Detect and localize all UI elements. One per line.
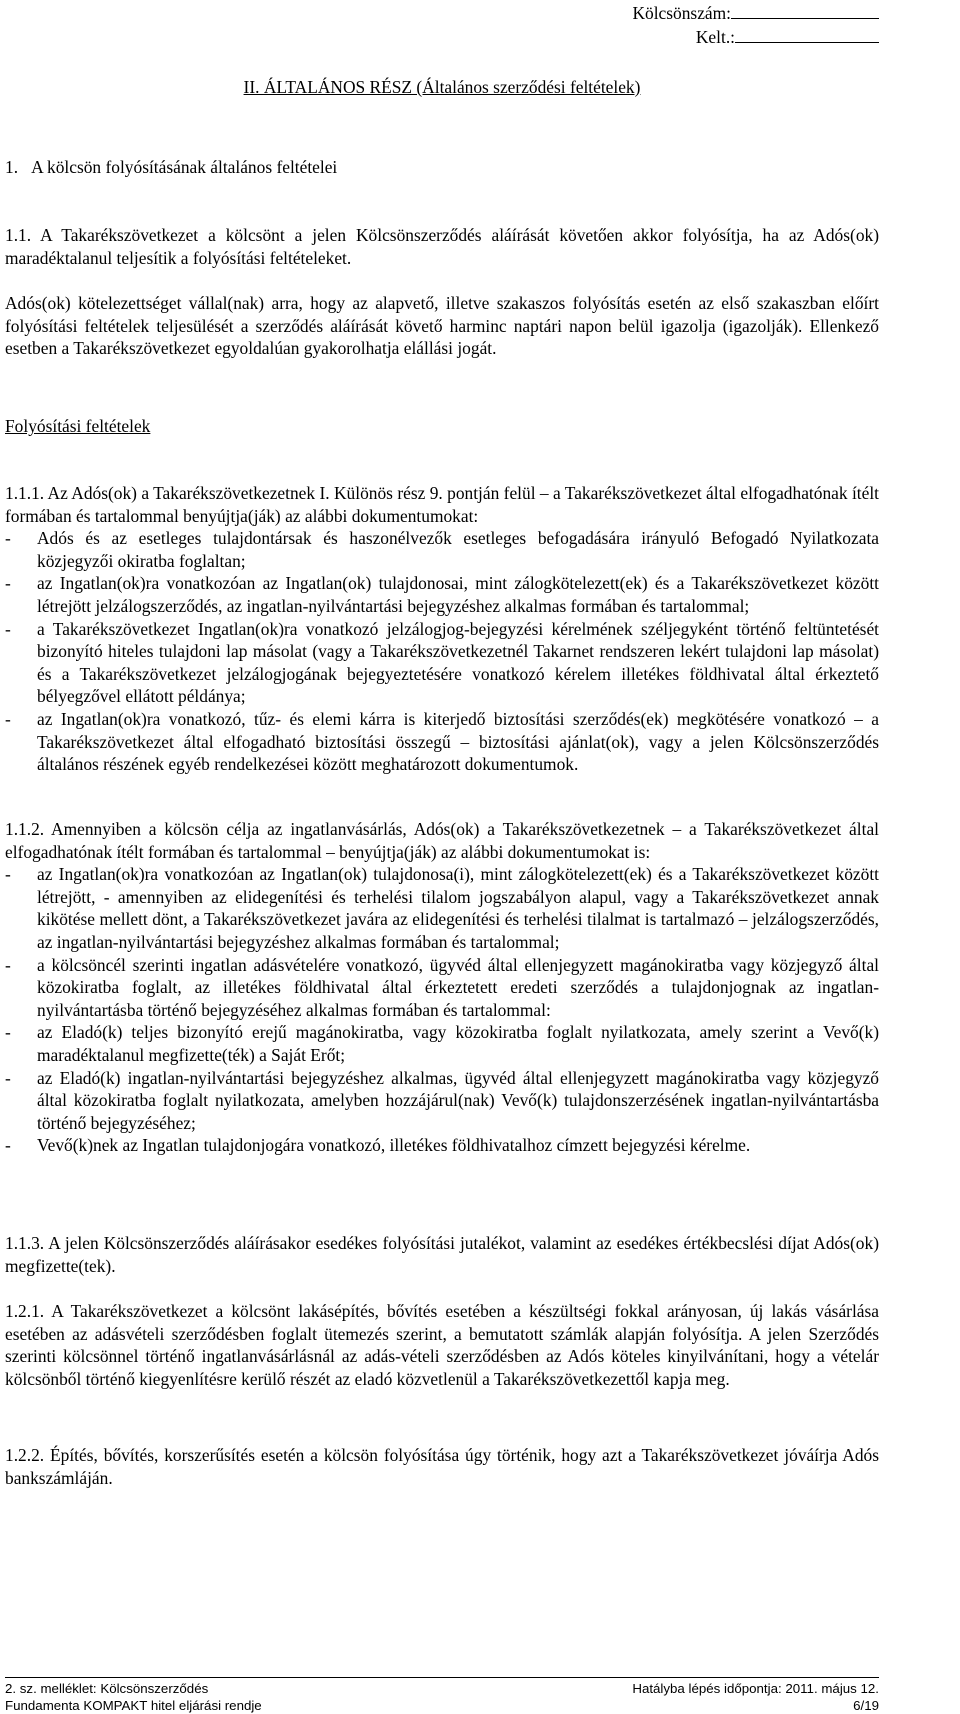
paragraph-1-1-1-intro: 1.1.1. Az Adós(ok) a Takarékszövetkezetnek I. Különös rész 9. pontján felül – a Takarékszövetkezet által elfogadhatónak ítélt formában és tartalommal benyújtja(ják) az alábbi dokumentumokat:: [5, 483, 879, 526]
list-item: - az Ingatlan(ok)ra vonatkozóan az Ingatlan(ok) tulajdonosai, mint zálogkötelezett(ek) és a Takarékszövetkezet között létrejött jelzálogszerződés, az ingatlan-nyilvántartási bejegyzéshez alkalmas formában és tartalommal;: [5, 573, 879, 616]
loan-number-header: [632, 2, 879, 24]
list-item: - a kölcsöncél szerinti ingatlan adásvételére vonatkozó, ügyvéd által ellenjegyzett magánokiratba vagy közjegyző által közokiratba foglalt, az illetékes földhivatal által érkeztetett eredeti szerződés a tulajdonjognak az ingatlan-nyilvántartásba történő bejegyzéséhez alkalmas formában és tartalommal:: [5, 954, 879, 1020]
list-item: - az Eladó(k) ingatlan-nyilvántartási bejegyzéshez alkalmas, ügyvéd által ellenjegyzett magánokiratba vagy közjegyző által közokiratba foglalt nyilatkozata, amelyben hozzájárul(nak) Vevő(k) tulajdonszerzésének ingatlan-nyilvántartásba történő bejegyzéséhez;: [5, 1067, 879, 1133]
paragraph-1-2-1: 1.2.1. A Takarékszövetkezet a kölcsönt lakásépítés, bővítés esetében a készültségi fokkal arányosan, új lakás vásárlása esetében az adásvételi szerződésben foglalt ütemezés szerint, a bemutatott számlák alapján folyósítja. A jelen Szerződés szerinti kölcsönnel történő ingatlanvásárlásnál az adás-vételi szerződésben az Adós köteles kinyilvánítani, hogy a vételár kölcsönből történő kiegyenlítésre kerülő részét az eladó közvetlenül a Takarékszövetkezettől kapja meg.: [5, 1301, 879, 1389]
disbursement-conditions-heading: Folyósítási feltételek: [5, 416, 151, 436]
loan-number-blank: [731, 2, 879, 19]
footer-annex-label: 2. sz. melléklet: Kölcsönszerződés: [5, 1681, 209, 1696]
paragraph-1-2-2: 1.2.2. Építés, bővítés, korszerűsítés esetén a kölcsön folyósítása úgy történik, hogy azt a Takarékszövetkezet jóváírja Adós bankszámláján.: [5, 1445, 879, 1488]
paragraph-obligation: Adós(ok) kötelezettséget vállal(nak) arra, hogy az alapvető, illetve szakaszos folyósítás esetén az első szakaszban előírt folyósítási feltételek teljesülését a szerződés aláírását követő harminc naptári napon belül igazolja (igazolják). Ellenkező esetben a Takarékszövetkezet egyoldalúan gyakorolhatja elállási jogát.: [5, 293, 879, 359]
part-title: II. ÁLTALÁNOS RÉSZ (Általános szerződési feltételek): [243, 77, 641, 97]
section-heading: 1. A kölcsön folyósításának általános feltételei: [5, 157, 338, 177]
paragraph-1-1-3: 1.1.3. A jelen Kölcsönszerződés aláírásakor esedékes folyósítási jutalékot, valamint az esedékes értékbecslési díjat Adós(ok) megfizette(tek).: [5, 1233, 879, 1276]
footer-document-name: Fundamenta KOMPAKT hitel eljárási rendje: [5, 1698, 262, 1713]
footer-effective-date: Hatályba lépés időpontja: 2011. május 12.: [632, 1681, 879, 1696]
footer: [5, 1680, 879, 1714]
date-label: Kelt.:: [695, 27, 735, 47]
date-header: [696, 26, 879, 48]
date-blank: [735, 26, 879, 43]
list-item: - az Eladó(k) teljes bizonyító erejű magánokiratba, vagy közokiratba foglalt nyilatkozata, amely szerint a Vevő(k) maradéktalanul megfizette(ték) a Saját Erőt;: [5, 1022, 879, 1065]
paragraph-1-1: 1.1. A Takarékszövetkezet a kölcsönt a jelen Kölcsönszerződés aláírását követően akkor folyósítja, ha az Adós(ok) maradéktalanul teljesítik a folyósítási feltételeket.: [5, 225, 879, 268]
loan-number-label: Kölcsönszám:: [632, 3, 731, 23]
list-item: - az Ingatlan(ok)ra vonatkozóan az Ingatlan(ok) tulajdonosa(i), mint zálogkötelezett(ek) és a Takarékszövetkezet között létrejött, - amennyiben az elidegenítési és terhelési tilalom jogszabályon alapul, vagy a Takarékszövetkezet annak kikötése mellett dönt, a Takarékszövetkezet javára az elidegenítési és terhelési tilalmat is tartalmazó – jelzálogszerződés, az ingatlan-nyilvántartási bejegyzéshez alkalmas formában és tartalommal;: [5, 864, 879, 952]
section-1-1-1: [5, 482, 879, 776]
paragraph-1-1-2-intro: 1.1.2. Amennyiben a kölcsön célja az ingatlanvásárlás, Adós(ok) a Takarékszövetkezetnek – a Takarékszövetkezet által elfogadhatónak ítélt formában és tartalommal – benyújtja(ják) az alábbi dokumentumokat is:: [5, 819, 879, 862]
list-item: - Adós és az esetleges tulajdontársak és haszonélvezők esetleges befogadására irányuló Befogadó Nyilatkozata közjegyzői okiratba foglaltan;: [5, 528, 879, 571]
list-item: - a Takarékszövetkezet Ingatlan(ok)ra vonatkozó jelzálogjog-bejegyzési kérelmének széljegyként történő feltüntetését bizonyító hiteles tulajdoni lap másolat (vagy a Takarékszövetkezetnél Takarnet rendszeren lekért tulajdoni lap másolat) és a Takarékszövetkezet jelzálogjogának bejegyeztetésére vonatkozó kérelem illetékes földhivatal által érkeztető bélyegzővel ellátott példánya;: [5, 618, 879, 707]
footer-rule: [5, 1677, 879, 1678]
list-item: - az Ingatlan(ok)ra vonatkozó, tűz- és elemi kárra is kiterjedő biztosítási szerződés(ek) megkötésére vonatkozó – a Takarékszövetkezet által elfogadható biztosítási összegű – biztosítási ajánlat(ok), vagy a jelen Kölcsönszerződés általános részének egyéb rendelkezései között meghatározott dokumentumok.: [5, 708, 879, 775]
list-item: - Vevő(k)nek az Ingatlan tulajdonjogára vonatkozó, illetékes földhivatalhoz címzett bejegyzési kérelme.: [5, 1135, 751, 1156]
footer-page-number: 6/19: [853, 1698, 879, 1713]
section-1-1-2: [5, 818, 879, 1157]
